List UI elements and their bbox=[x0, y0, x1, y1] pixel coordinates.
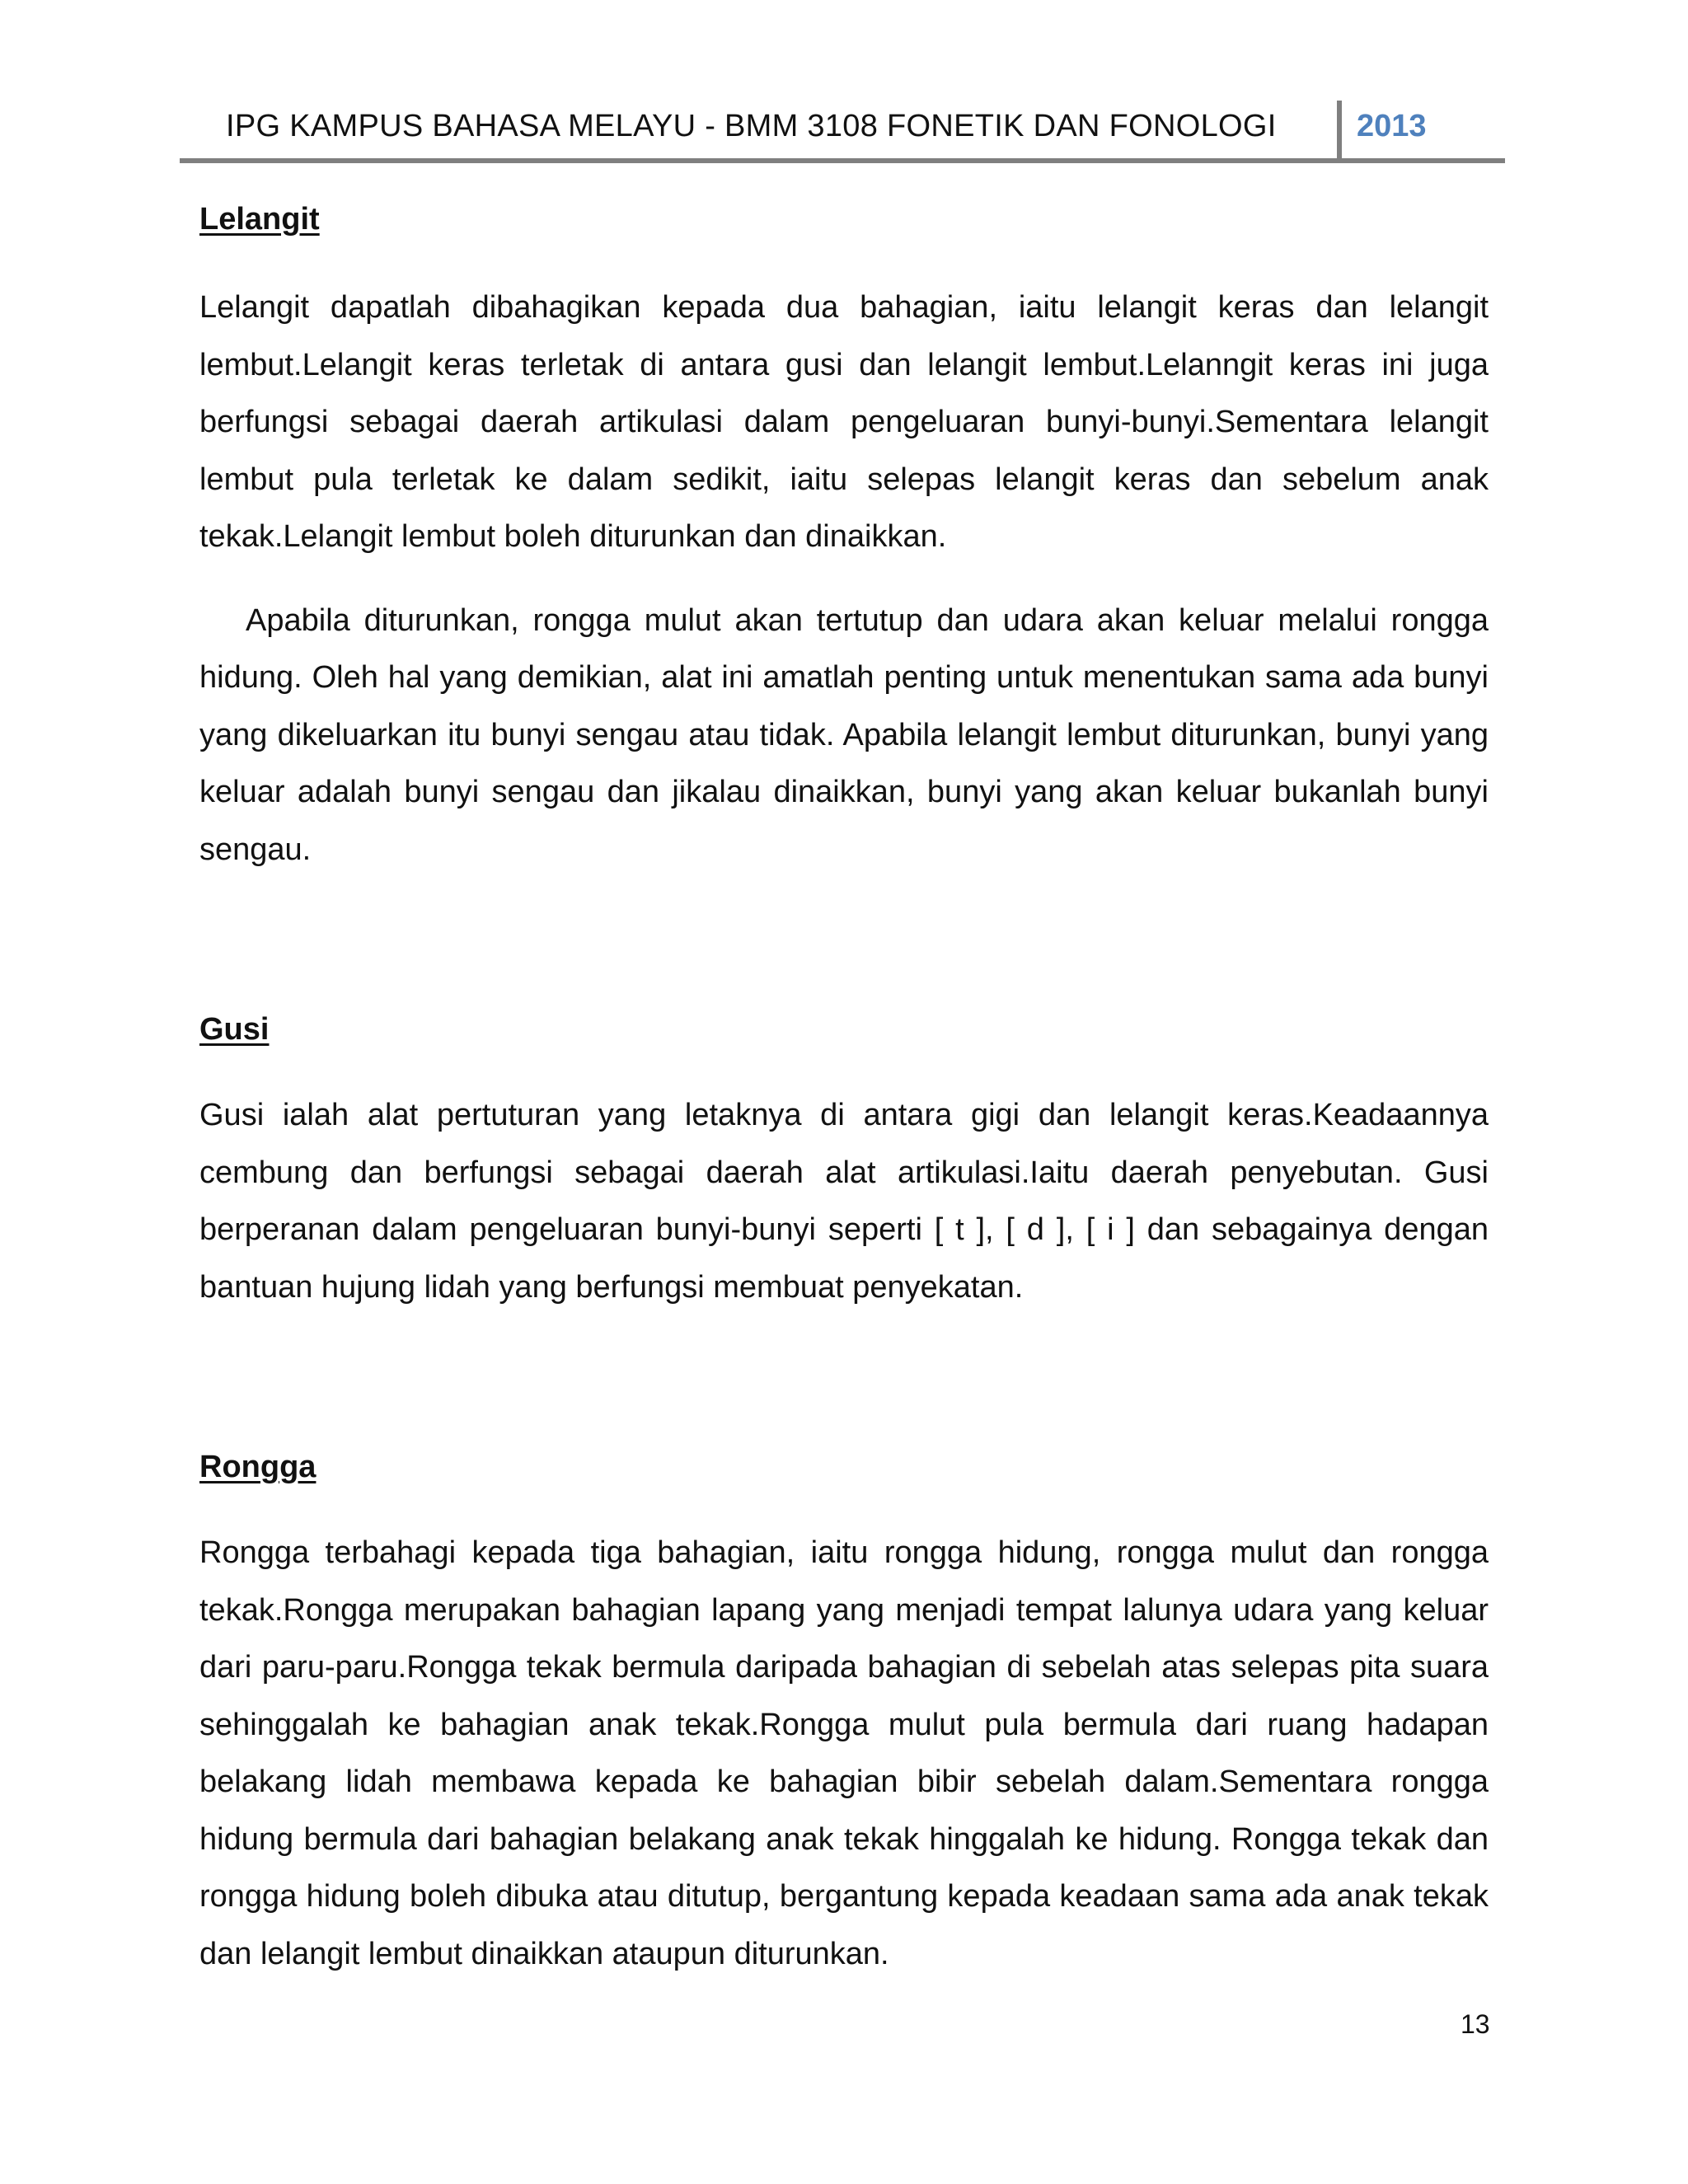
header-rule bbox=[180, 158, 1505, 163]
header-title: IPG KAMPUS BAHASA MELAYU - BMM 3108 FONETIK DAN FONOLOGI bbox=[226, 109, 1277, 143]
paragraph-lelangit-1: Lelangit dapatlah dibahagikan kepada dua bahagian, iaitu lelangit keras dan lelangit lembut.Lelangit keras terletak di antara gusi dan lelangit lembut.Lelanngit keras ini juga berfungsi sebagai daerah artikulasi dalam pengeluaran bunyi-bunyi.Sementara lelangit lembut pula terletak ke dalam sedikit, iaitu selepas lelangit keras dan sebelum anak tekak.Lelangit lembut boleh diturunkan dan dinaikkan. bbox=[199, 290, 1489, 554]
page-number: 13 bbox=[1461, 2009, 1490, 2039]
paragraph-gusi-1: Gusi ialah alat pertuturan yang letaknya di antara gigi dan lelangit keras.Keadaannya cembung dan berfungsi sebagai daerah alat artikulasi.Iaitu daerah penyebutan. Gusi berperanan dalam pengeluaran bunyi-bunyi seperti [ t ], [ d ], [ i ] dan sebagainya dengan bantuan hujung lidah yang berfungsi membuat penyekatan. bbox=[199, 1098, 1489, 1305]
paragraph-rongga-1: Rongga terbahagi kepada tiga bahagian, iaitu rongga hidung, rongga mulut dan rongga tekak.Rongga merupakan bahagian lapang yang menjadi tempat lalunya udara yang keluar dari paru-paru.Rongga tekak bermula daripada bahagian di sebelah atas selepas pita suara sehinggalah ke bahagian anak tekak.Rongga mulut pula bermula dari ruang hadapan belakang lidah membawa kepada ke bahagian bibir sebelah dalam.Sementara rongga hidung bermula dari bahagian belakang anak tekak hinggalah ke hidung. Rongga tekak dan rongga hidung boleh dibuka atau ditutup, bergantung kepada keadaan sama ada anak tekak dan lelangit lembut dinaikkan ataupun diturunkan. bbox=[199, 1535, 1489, 1971]
paragraph-lelangit-2: Apabila diturunkan, rongga mulut akan tertutup dan udara akan keluar melalui rongga hidung. Oleh hal yang demikian, alat ini amatlah penting untuk menentukan sama ada bunyi yang dikeluarkan itu bunyi sengau atau tidak. Apabila lelangit lembut diturunkan, bunyi yang keluar adalah bunyi sengau dan jikalau dinaikkan, bunyi yang akan keluar bukanlah bunyi sengau. bbox=[199, 602, 1489, 867]
section-heading-rongga: Rongga bbox=[199, 1450, 316, 1484]
document-body bbox=[199, 194, 1489, 1983]
header-year: 2013 bbox=[1357, 109, 1427, 143]
section-heading-lelangit: Lelangit bbox=[199, 202, 320, 237]
header-divider bbox=[1337, 101, 1342, 160]
page-header bbox=[180, 97, 1505, 163]
section-heading-gusi: Gusi bbox=[199, 1012, 270, 1047]
